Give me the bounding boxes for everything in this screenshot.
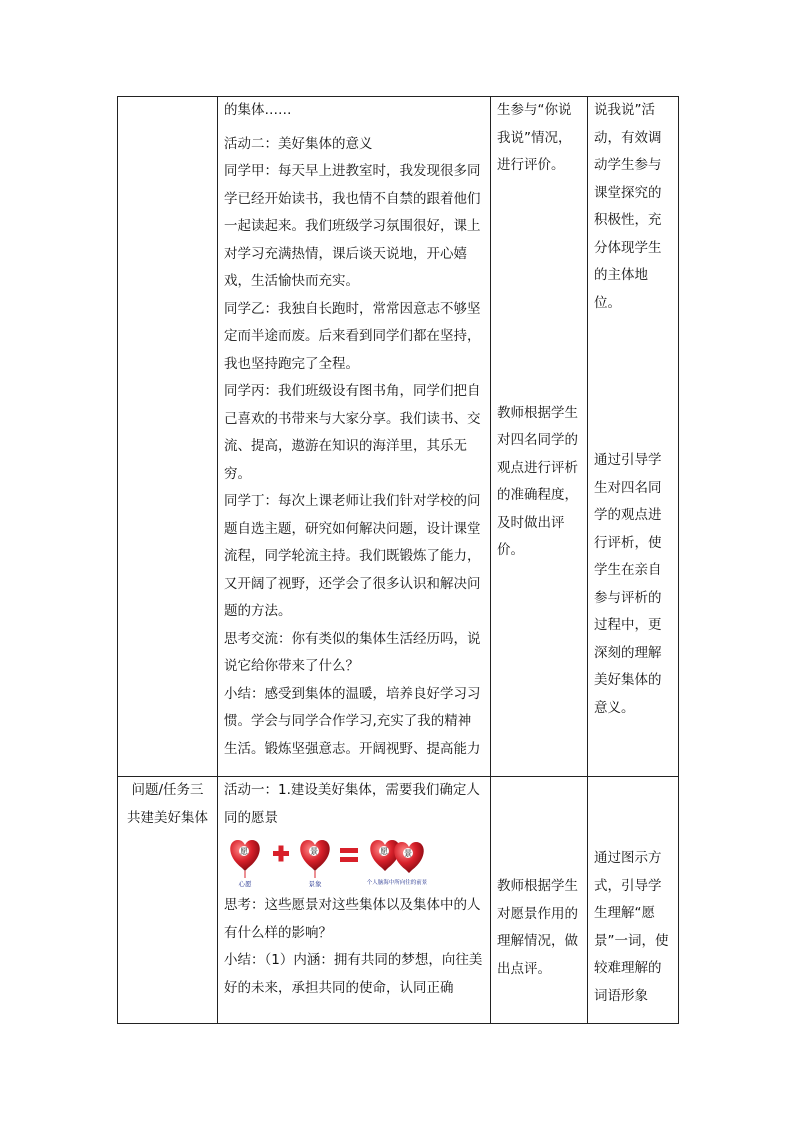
- result-char1: 愿: [380, 847, 388, 856]
- heart-equation-graphic: [224, 834, 434, 892]
- activity-title: 活动二：美好集体的意义: [224, 135, 373, 152]
- activity-one-text: 活动一：1.建设美好集体，需要我们确定人同的愿景: [224, 782, 480, 826]
- cell-teacher-activity: [491, 777, 588, 1024]
- continuation-text: 的集体……: [224, 102, 292, 118]
- lesson-plan-table: [117, 96, 679, 1024]
- heart-icon: [230, 840, 260, 888]
- table-row: [118, 777, 679, 1024]
- student-b-text: 同学乙：我独自长跑时，常常因意志不够坚定而半途而废。后来看到同学们都在坚持，我也坚持跑完了全程。: [224, 300, 481, 372]
- cell-design-intent: [588, 97, 679, 777]
- teacher-eval-middle: 教师根据学生对四名同学的观点进行评析的准确程度，及时做出评价。: [497, 404, 578, 558]
- double-heart-icon: [367, 840, 428, 886]
- cell-build-collective: [218, 777, 491, 1024]
- result-caption: 个人脑海中所向往的前景: [366, 880, 428, 886]
- equals-icon: [340, 848, 358, 862]
- heart2-char: 景: [310, 847, 318, 856]
- vision-heart-diagram: [224, 834, 484, 892]
- intent-top: 说我说”活动，有效调动学生参与课堂探究的积极性，充分体现学生的主体地位。: [594, 102, 662, 311]
- think-text: 思考：这些愿景对这些集体以及集体中的人有什么样的影响？: [224, 897, 481, 941]
- result-char2: 景: [404, 849, 412, 858]
- table-row: [118, 97, 679, 777]
- teacher-eval-top: 生参与“你说我说”情况，进行评价。: [497, 102, 572, 173]
- student-c-text: 同学丙：我们班级设有图书角，同学们把自己喜欢的书带来与大家分享。我们读书、交流、提高，遨游在知识的海洋里，其乐无穷。: [224, 383, 481, 482]
- teacher-comment-text: 教师根据学生对愿景作用的理解情况，做出点评。: [497, 878, 578, 977]
- cell-activity-two: [218, 97, 491, 777]
- summary-text: 小结：（1）内涵：拥有共同的梦想，向往美好的未来，承担共同的使命，认同正确: [224, 952, 483, 996]
- intent-middle: 通过引导学生对四名同学的观点进行评析，使学生在亲自参与评析的过程中，更深刻的理解美好集体的意义。: [594, 452, 662, 716]
- heart-icon: [300, 840, 330, 888]
- cell-teacher-activity: [491, 97, 588, 777]
- heart1-caption: 心愿: [238, 880, 252, 888]
- cell-design-intent: [588, 777, 679, 1024]
- student-a-text: 同学甲：每天早上进教室时，我发现很多同学已经开始读书，我也情不自禁的跟着他们一起读起来。我们班级学习氛围很好，课上对学习充满热情，课后谈天说地，开心嬉戏，生活愉快而充实。: [224, 163, 481, 289]
- heart2-caption: 景象: [308, 880, 322, 888]
- task-three-label: 问题/任务三 共建美好集体: [127, 782, 208, 826]
- cell-task-three: [118, 777, 218, 1024]
- heart1-char: 愿: [240, 847, 248, 856]
- think-exchange-text: 思考交流：你有类似的集体生活经历吗，说说它给你带来了什么？: [224, 630, 481, 674]
- intent-text: 通过图示方式，引导学生理解“愿景”一词，使较难理解的词语形象: [594, 850, 669, 1004]
- summary-text: 小结：感受到集体的温暖，培养良好学习习惯。学会与同学合作学习,充实了我的精神生活。锻炼坚强意志。开阔视野、提高能力: [224, 685, 481, 757]
- plus-icon: [273, 846, 289, 862]
- student-d-text: 同学丁：每次上课老师让我们针对学校的问题自选主题，研究如何解决问题，设计课堂流程，同学轮流主持。我们既锻炼了能力，又开阔了视野，还学会了很多认识和解决问题的方法。: [224, 493, 481, 619]
- cell-task-empty: [118, 97, 218, 777]
